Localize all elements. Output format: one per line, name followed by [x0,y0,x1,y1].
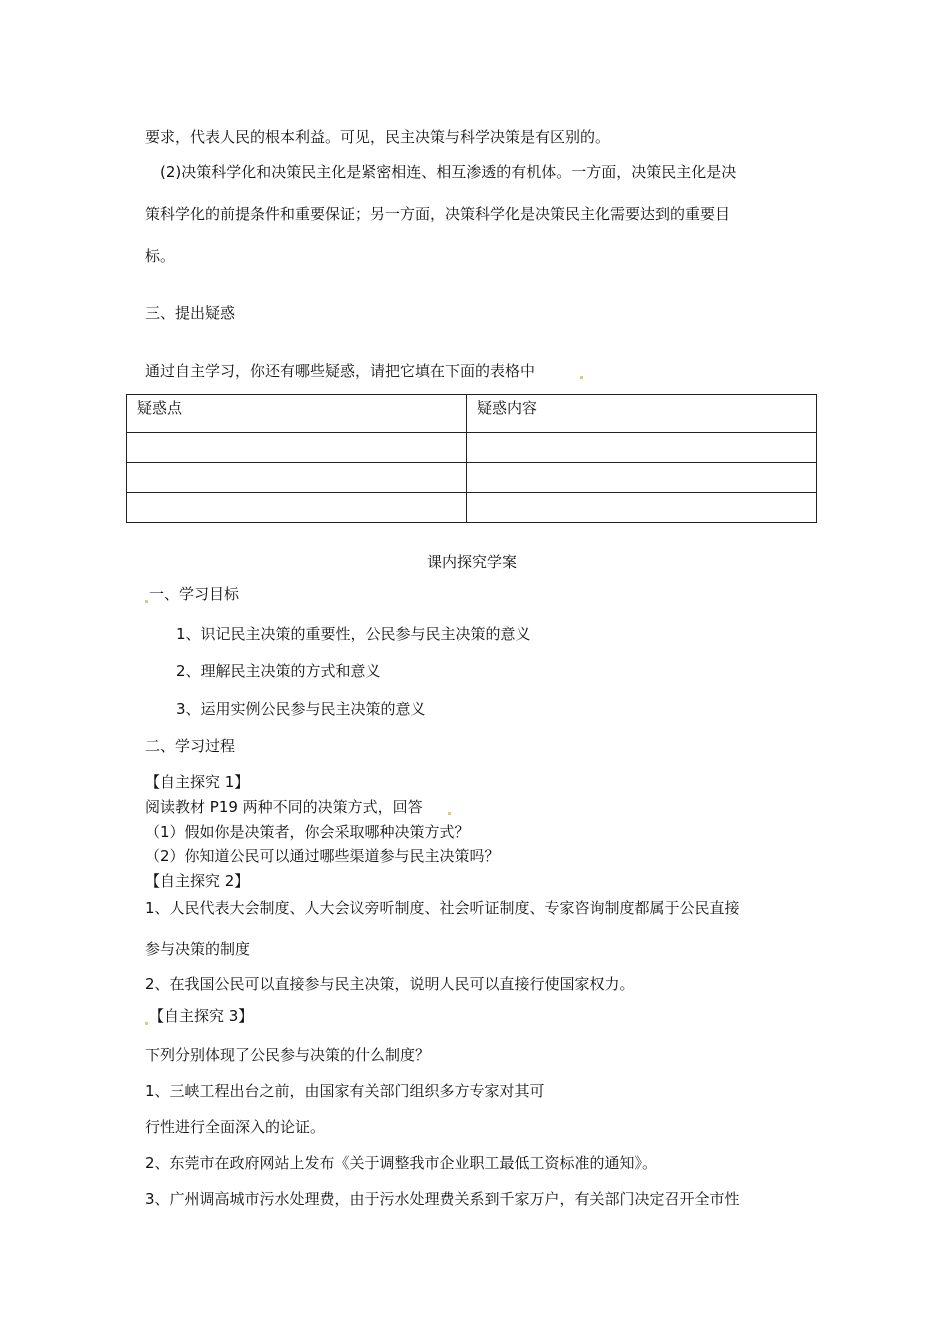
plan-title: 课内探究学案 [427,553,518,571]
table-cell[interactable] [127,463,467,493]
explore-2-heading: 【自主探究 2】 [145,872,250,890]
explore-3-item-1a: 1、三峡工程出台之前，由国家有关部门组织多方专家对其可 [145,1082,545,1100]
explore-2-item-1a: 1、人民代表大会制度、人大会议旁听制度、社会听证制度、专家咨询制度都属于公民直接 [145,899,740,917]
mark-dot [145,1022,148,1025]
explore-2-item-1b: 参与决策的制度 [145,940,251,958]
table-row [127,493,817,523]
explore-1-heading: 【自主探究 1】 [145,773,250,791]
section-3-heading: 三、提出疑惑 [145,304,236,322]
table-row [127,463,817,493]
table-cell[interactable] [467,463,817,493]
explore-3-item-2: 2、东莞市在政府网站上发布《关于调整我市企业职工最低工资标准的通知》。 [145,1154,658,1172]
explore-3-item-1b: 行性进行全面深入的论证。 [145,1118,326,1136]
intro-line-3: 策科学化的前提条件和重要保证；另一方面，决策科学化是决策民主化需要达到的重要目 [145,205,731,223]
process-heading: 二、学习过程 [145,737,236,755]
table-cell[interactable] [127,433,467,463]
explore-1-question-2: （2）你知道公民可以通过哪些渠道参与民主决策吗？ [145,847,500,865]
intro-line-4: 标。 [145,247,176,265]
goal-item: 3、运用实例公民参与民主决策的意义 [176,700,426,718]
table-cell[interactable] [127,493,467,523]
explore-2-item-2: 2、在我国公民可以直接参与民主决策，说明人民可以直接行使国家权力。 [145,975,635,993]
explore-3-item-3: 3、广州调高城市污水处理费，由于污水处理费关系到千家万户，有关部门决定召开全市性 [145,1190,740,1208]
intro-line-2: (2)决策科学化和决策民主化是紧密相连、相互渗透的有机体。一方面，决策民主化是决 [160,163,737,181]
table-cell[interactable] [467,433,817,463]
table-header-cell: 疑惑内容 [467,395,817,433]
intro-line-1: 要求，代表人民的根本利益。可见，民主决策与科学决策是有区别的。 [145,128,611,146]
table-header-row [127,395,817,433]
mark-dot [448,812,451,815]
table-row [127,433,817,463]
mark-dot [580,376,583,379]
section-3-instruction: 通过自主学习，你还有哪些疑惑，请把它填在下面的表格中 [145,362,536,380]
mark-dot [145,600,148,603]
explore-1-read: 阅读教材 P19 两种不同的决策方式，回答 [145,798,423,816]
explore-3-question: 下列分别体现了公民参与决策的什么制度？ [145,1046,431,1064]
goals-heading: 一、学习目标 [149,585,240,603]
goal-item: 2、理解民主决策的方式和意义 [176,662,381,680]
goal-item: 1、识记民主决策的重要性，公民参与民主决策的意义 [176,625,531,643]
table-cell[interactable] [467,493,817,523]
explore-3-heading: 【自主探究 3】 [149,1007,254,1025]
doubt-table [126,394,817,523]
explore-1-question-1: （1）假如你是决策者，你会采取哪种决策方式？ [145,823,470,841]
table-header-cell: 疑惑点 [127,395,467,433]
